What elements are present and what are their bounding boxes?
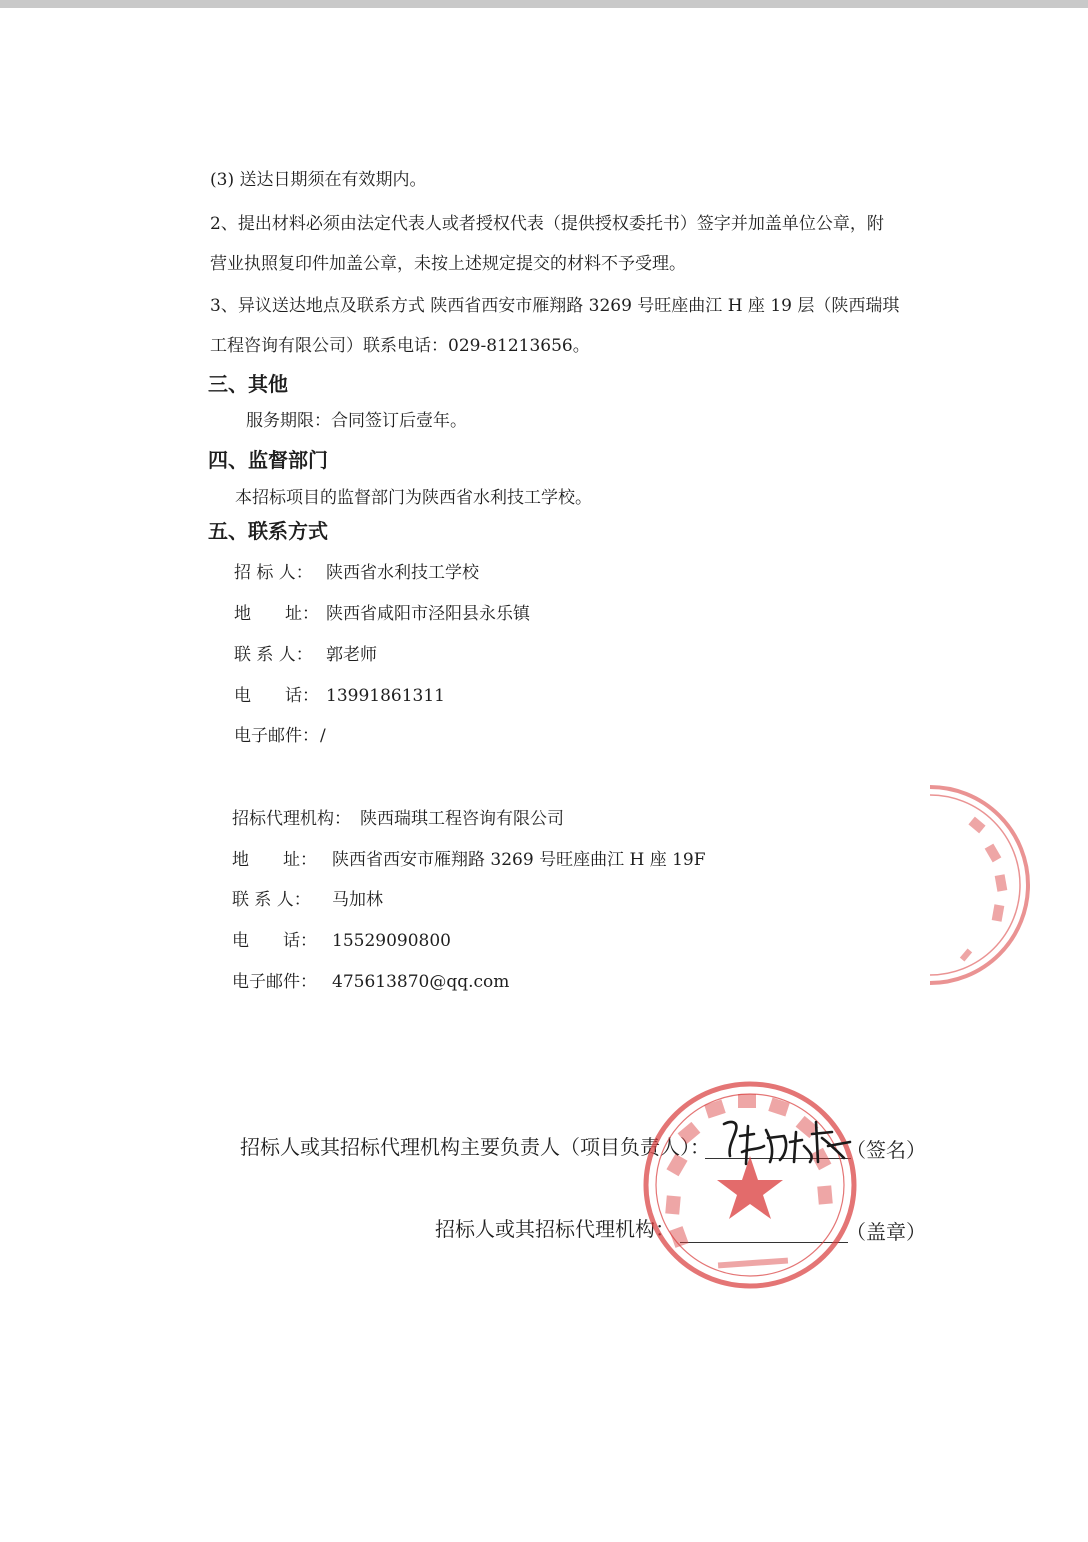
tenderer-addr-label: 地 址：	[234, 604, 319, 624]
company-seal-icon	[640, 1078, 860, 1293]
stamp-suffix: （盖章）	[846, 1220, 926, 1244]
agency-addr: 陕西省西安市雁翔路 3269 号旺座曲江 H 座 19F	[332, 850, 706, 870]
agency-phone: 15529090800	[332, 931, 451, 951]
handwritten-signature-icon	[718, 1112, 858, 1174]
partial-seal-right-icon	[930, 780, 1040, 990]
tenderer-email: /	[320, 726, 326, 746]
para-validity: (3) 送达日期须在有效期内。	[210, 170, 427, 190]
signature-suffix: （签名）	[846, 1138, 926, 1162]
section-contact-title: 五、联系方式	[208, 519, 328, 543]
agency-contact-label: 联 系 人：	[232, 890, 311, 910]
agency-email: 475613870@qq.com	[332, 972, 510, 992]
agency-contact: 马加林	[332, 890, 383, 910]
tenderer-phone: 13991861311	[326, 686, 445, 706]
agency-phone-label: 电 话：	[232, 931, 317, 951]
tenderer-contact-label: 联 系 人：	[234, 645, 313, 665]
signature-line-text: 招标人或其招标代理机构主要负责人（项目负责人）：	[240, 1135, 710, 1159]
agency-addr-label: 地 址：	[232, 850, 317, 870]
section-supervision-title: 四、监督部门	[208, 448, 328, 472]
tenderer-addr: 陕西省咸阳市泾阳县永乐镇	[326, 604, 530, 624]
agency-name: 陕西瑞琪工程咨询有限公司	[360, 809, 564, 829]
agency-name-label: 招标代理机构：	[232, 809, 351, 829]
agency-email-label: 电子邮件：	[232, 972, 317, 992]
para-address-line1: 3、异议送达地点及联系方式 陕西省西安市雁翔路 3269 号旺座曲江 H 座 19 层（陕西瑞琪	[210, 296, 900, 316]
tenderer-email-label: 电子邮件：	[234, 726, 319, 746]
tenderer-contact: 郭老师	[326, 645, 377, 665]
section-supervision-text: 本招标项目的监督部门为陕西省水利技工学校。	[235, 488, 592, 508]
stamp-line-text: 招标人或其招标代理机构：	[435, 1217, 675, 1241]
para-materials-line2: 营业执照复印件加盖公章，未按上述规定提交的材料不予受理。	[210, 254, 686, 274]
tenderer-name: 陕西省水利技工学校	[326, 563, 479, 583]
section-other-text: 服务期限：合同签订后壹年。	[246, 411, 467, 431]
tenderer-phone-label: 电 话：	[234, 686, 319, 706]
para-materials-line1: 2、提出材料必须由法定代表人或者授权代表（提供授权委托书）签字并加盖单位公章，附	[210, 214, 884, 234]
para-address-line2: 工程咨询有限公司）联系电话：029-81213656。	[210, 336, 590, 356]
top-bar	[0, 0, 1088, 8]
section-other-title: 三、其他	[208, 372, 288, 396]
tenderer-name-label: 招 标 人：	[234, 563, 313, 583]
